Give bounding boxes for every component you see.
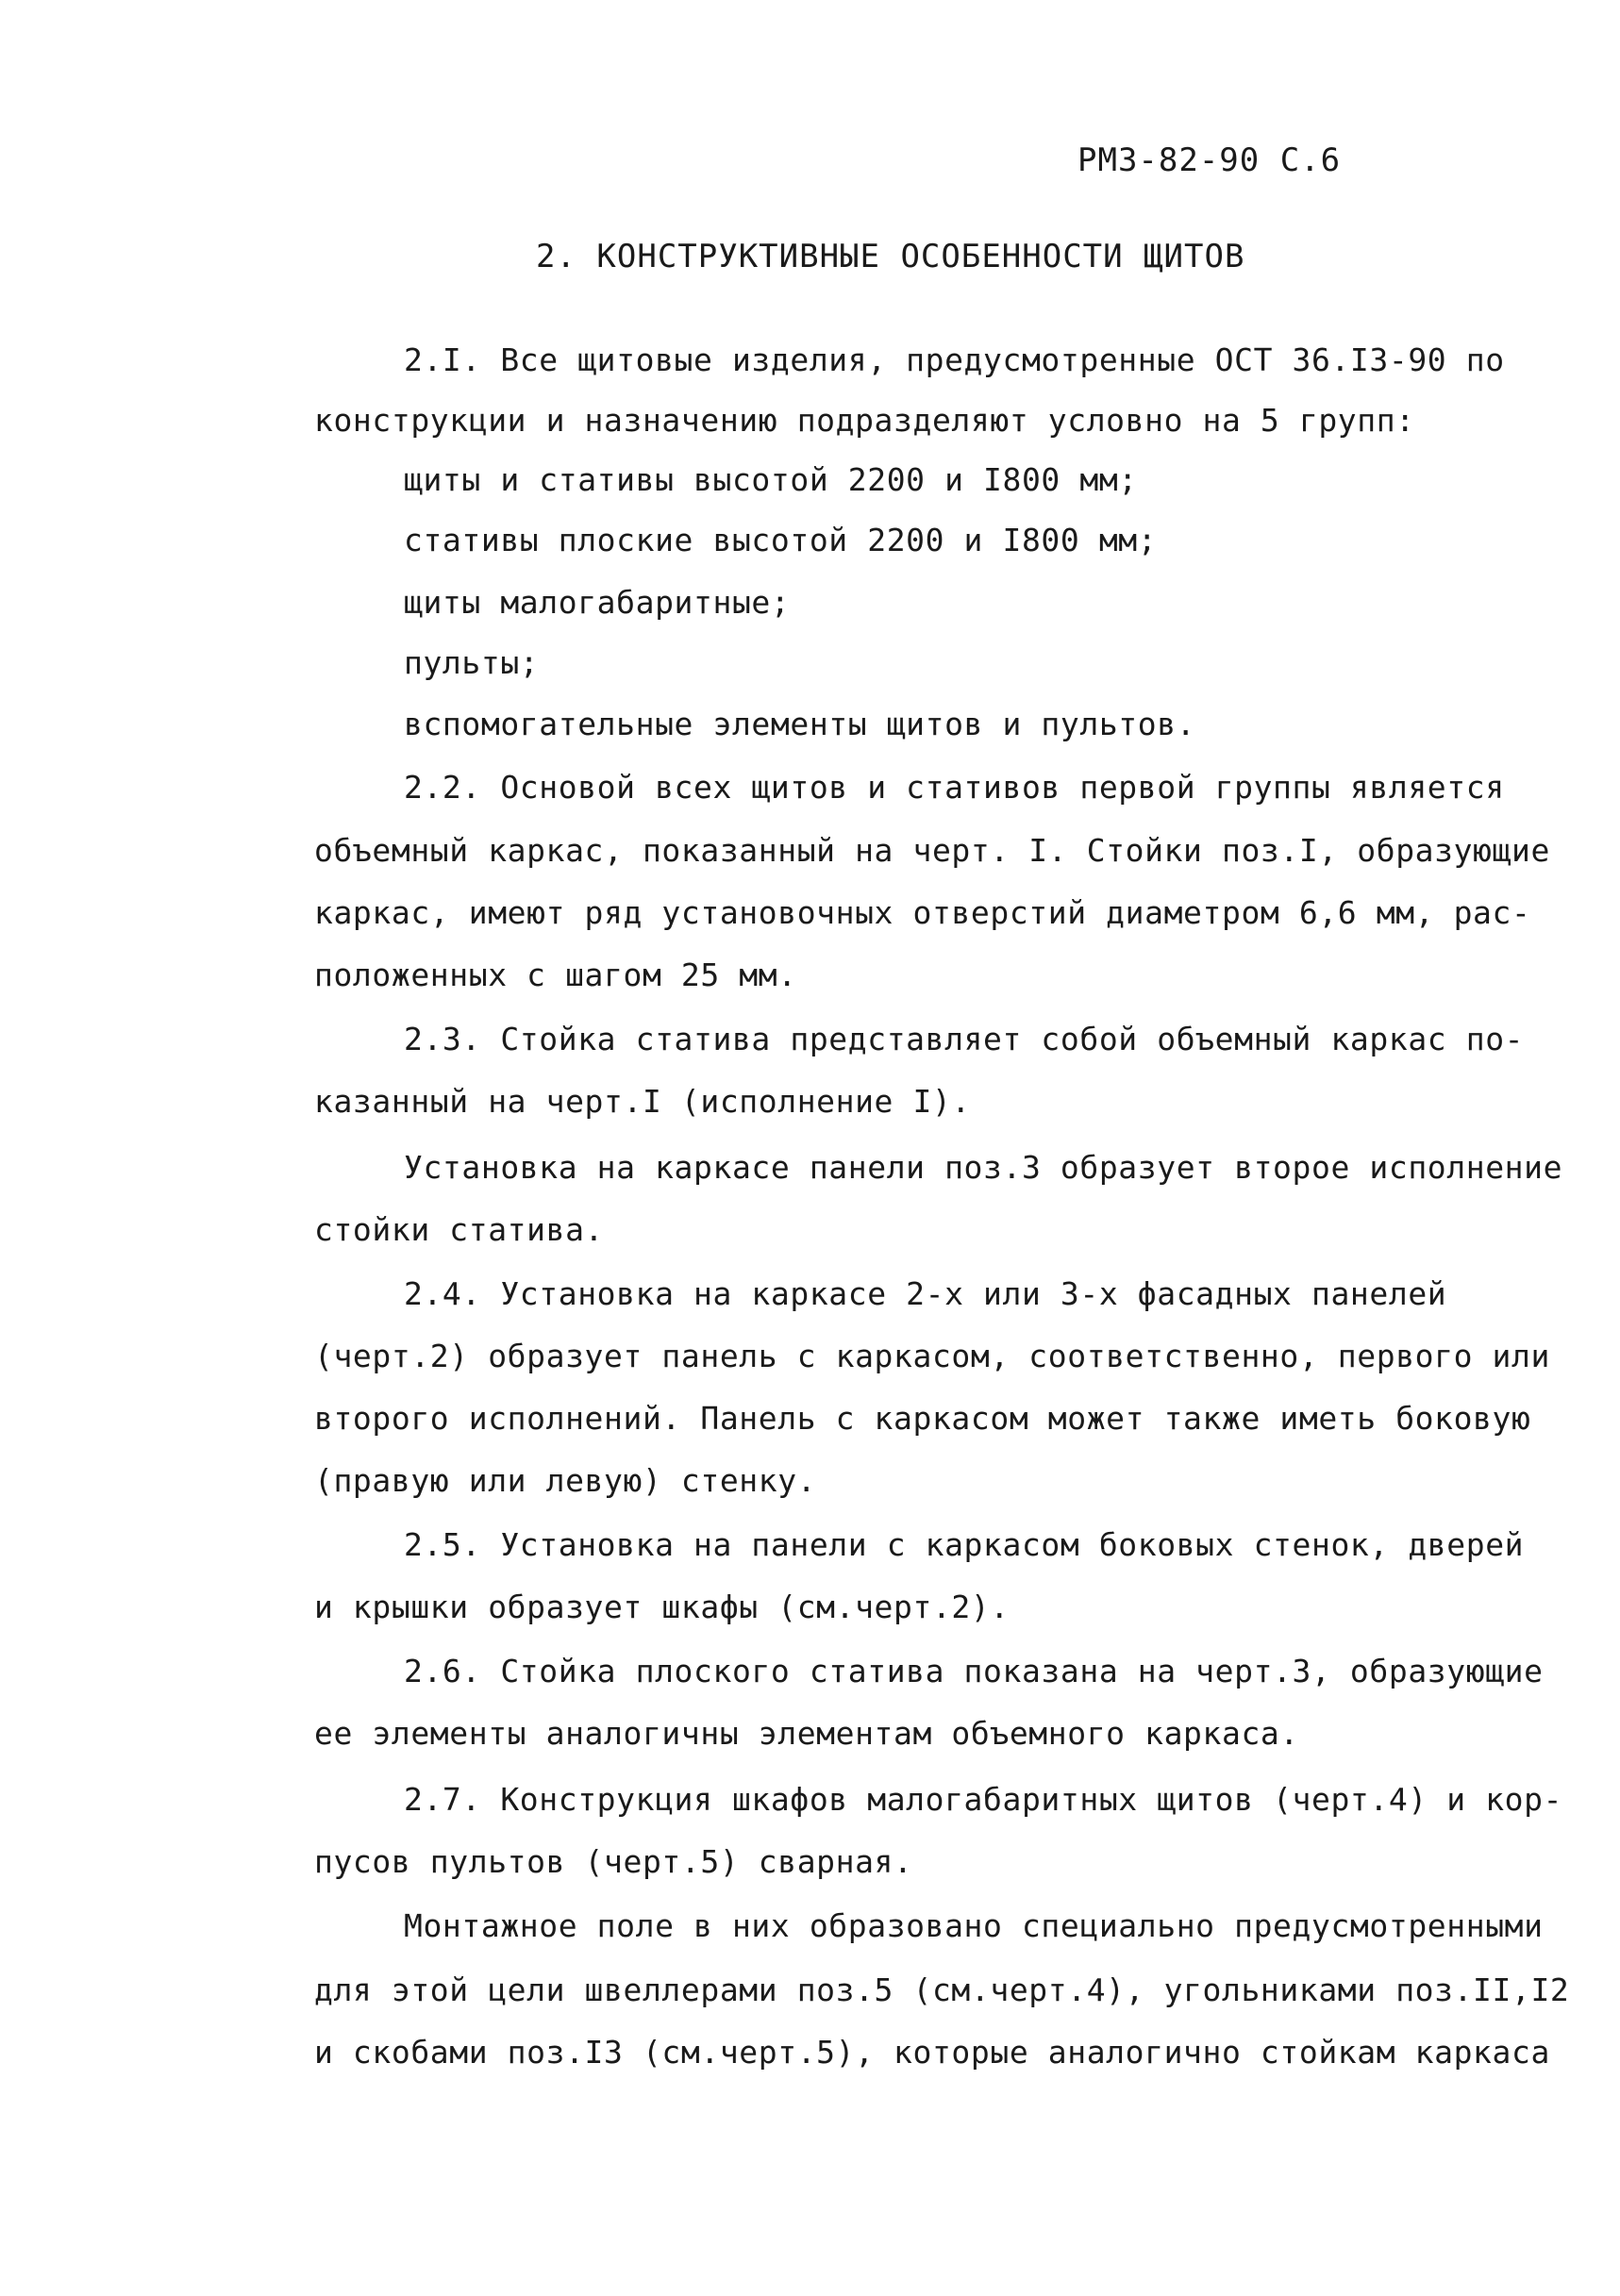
text-line: 2.3. Стойка статива представляет собой объемный каркас по- bbox=[404, 1021, 1525, 1057]
text-line: 2.2. Основой всех щитов и стативов первой группы является bbox=[404, 769, 1505, 806]
text-line: положенных с шагом 25 мм. bbox=[314, 957, 797, 993]
text-line: для этой цели швеллерами поз.5 (см.черт.4), угольниками поз.II,I2 bbox=[314, 1972, 1570, 2008]
text-line: конструкции и назначению подразделяют условно на 5 групп: bbox=[314, 402, 1415, 439]
text-line: (черт.2) образует панель с каркасом, соответственно, первого или bbox=[314, 1338, 1550, 1374]
text-line: стойки статива. bbox=[314, 1211, 605, 1248]
text-line: 2.I. Все щитовые изделия, предусмотренные ОСТ 36.I3-90 по bbox=[404, 341, 1505, 378]
section-title: 2. КОНСТРУКТИВНЫЕ ОСОБЕННОСТИ ЩИТОВ bbox=[536, 238, 1245, 275]
text-line: каркас, имеют ряд установочных отверстий диаметром 6,6 мм, рас- bbox=[314, 894, 1531, 931]
text-line: и скобами поз.I3 (см.черт.5), которые аналогично стойкам каркаса bbox=[314, 2034, 1550, 2071]
text-line: (правую или левую) стенку. bbox=[314, 1462, 817, 1499]
text-line: щиты малогабаритные; bbox=[404, 584, 791, 621]
text-line: Монтажное поле в них образовано специально предусмотренными bbox=[404, 1907, 1544, 1944]
text-line: и крышки образует шкафы (см.черт.2). bbox=[314, 1589, 1010, 1625]
text-line: стативы плоские высотой 2200 и I800 мм; bbox=[404, 522, 1158, 558]
text-line: казанный на черт.I (исполнение I). bbox=[314, 1083, 971, 1120]
text-line: 2.6. Стойка плоского статива показана на черт.3, образующие bbox=[404, 1653, 1544, 1689]
text-line: 2.4. Установка на каркасе 2-х или 3-х фасадных панелей bbox=[404, 1275, 1447, 1312]
text-line: ее элементы аналогичны элементам объемного каркаса. bbox=[314, 1715, 1299, 1752]
text-line: объемный каркас, показанный на черт. I. Стойки поз.I, образующие bbox=[314, 832, 1550, 869]
text-line: 2.5. Установка на панели с каркасом боковых стенок, дверей bbox=[404, 1526, 1525, 1563]
text-line: Установка на каркасе панели поз.3 образует второе исполнение bbox=[404, 1149, 1563, 1186]
text-line: второго исполнений. Панель с каркасом может также иметь боковую bbox=[314, 1400, 1531, 1437]
text-line: вспомогательные элементы щитов и пультов. bbox=[404, 706, 1196, 742]
text-line: пусов пультов (черт.5) сварная. bbox=[314, 1843, 913, 1880]
text-line: пульты; bbox=[404, 644, 540, 681]
text-line: 2.7. Конструкция шкафов малогабаритных щитов (черт.4) и кор- bbox=[404, 1781, 1563, 1818]
document-code: РМЗ-82-90 С.6 bbox=[1077, 141, 1342, 179]
text-line: щиты и стативы высотой 2200 и I800 мм; bbox=[404, 461, 1138, 498]
